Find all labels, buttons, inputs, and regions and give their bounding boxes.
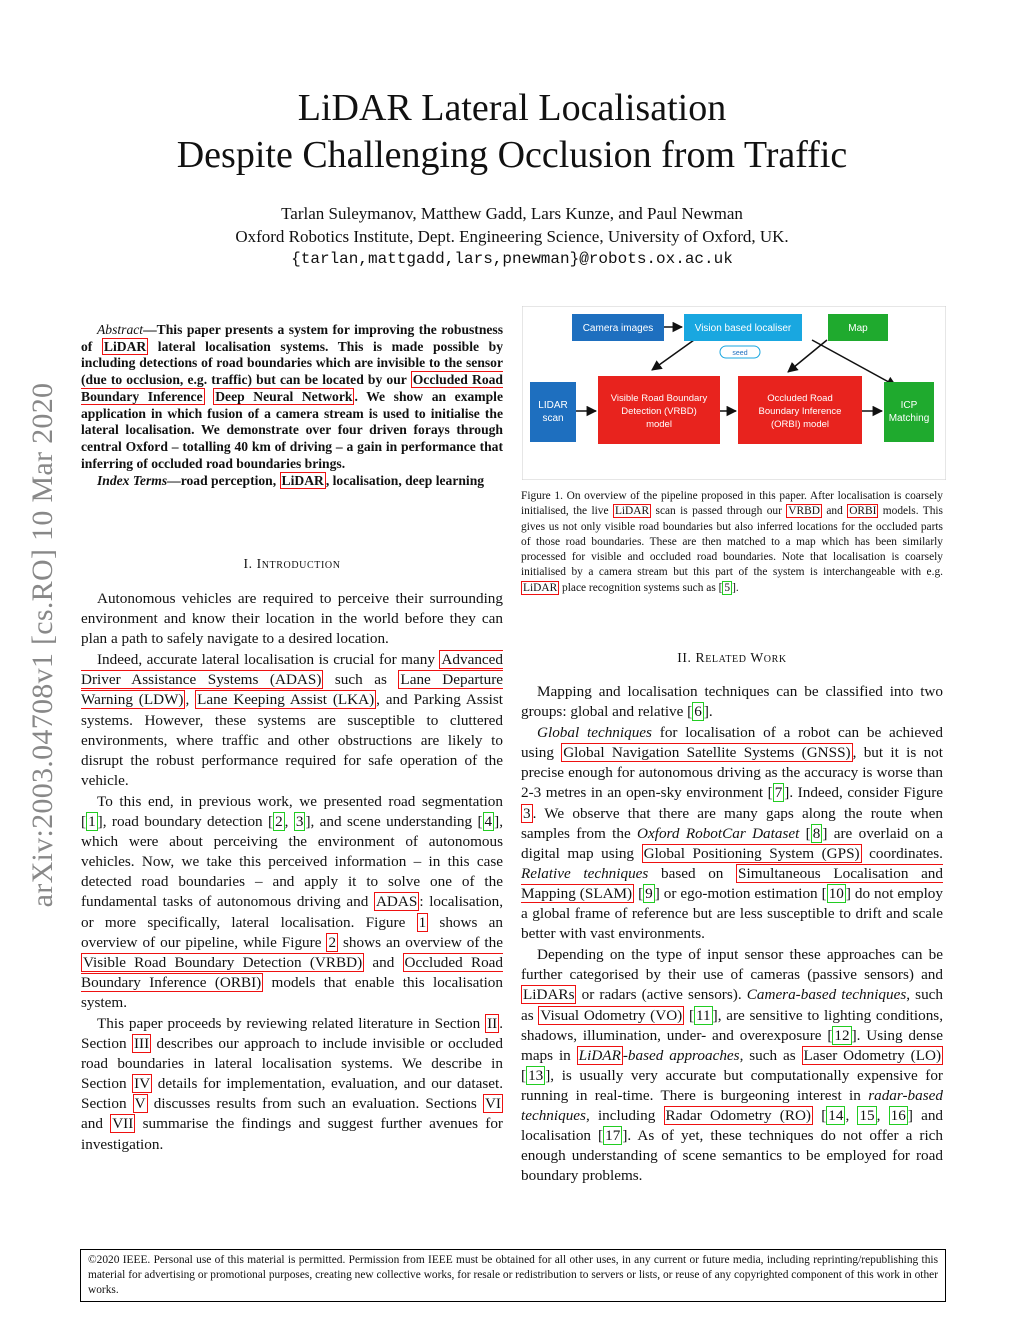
text: summarise the findings and suggest further avenues for investigation. <box>81 1115 503 1153</box>
acronym-link-lidar[interactable]: LiDAR <box>523 581 558 594</box>
text: , and Parking Assist systems. However, these systems are susceptible to cluttered environments, where traffic and other obstructions are likely to disrupt the robust performance required for safe operation of the vehicle. <box>81 691 503 789</box>
acronym-link-vrbd[interactable]: VRBD <box>788 505 820 518</box>
citation-link[interactable]: 6 <box>694 703 702 721</box>
vrbd-label-1: Visible Road Boundary <box>610 393 708 404</box>
citation-link[interactable]: 15 <box>859 1106 875 1124</box>
section-link[interactable]: V <box>134 1095 146 1113</box>
text: Mapping and localisation techniques can be classified into two groups: global and relative [ <box>521 683 943 721</box>
vrbd-label-2: Detection (VRBD) <box>621 406 697 417</box>
copyright-notice: ©2020 IEEE. Personal use of this material is permitted. Permission from IEEE must be obtained for all other uses, in any current or future media, including reprinting/republishing this material for advertising or promotional purposes, creating new collective works, for resale or redistribution to servers or lists, or reuse of any copyrighted component of this work in other works. <box>80 1249 946 1302</box>
lidar-label: LIDAR <box>538 400 568 411</box>
section-link[interactable]: VI <box>484 1095 501 1113</box>
caption-text: ]. <box>732 581 739 594</box>
text: shows an overview of the <box>338 933 503 951</box>
text: [ <box>521 1066 527 1084</box>
abstract <box>81 322 503 490</box>
vision-localiser-label: Vision based localiser <box>694 323 792 334</box>
paragraph <box>81 1014 503 1155</box>
text: , such as <box>521 986 944 1024</box>
text: or radars (active sensors). <box>576 986 747 1004</box>
affiliation: Oxford Robotics Institute, Dept. Engineering Science, University of Oxford, UK. <box>235 227 789 246</box>
text: based on <box>648 864 737 882</box>
abstract-text <box>205 389 214 404</box>
citation-link[interactable]: 5 <box>724 581 731 594</box>
citation-link[interactable]: 13 <box>528 1066 544 1084</box>
text: discusses results from such an evaluation. Sections <box>147 1095 483 1113</box>
acronym-link-orbi[interactable]: Occluded Road Boundary Inference <box>81 372 503 404</box>
index-terms-text: , localisation, deep learning <box>325 473 485 489</box>
related-work-body <box>521 682 943 1187</box>
text: ], are sensitive to lighting conditions, shadows, illumination, under- and overexposure [ <box>521 1006 944 1044</box>
paper-title-line-2: Despite Challenging Occlusion from Traffic <box>176 134 848 176</box>
paragraph <box>81 792 503 1013</box>
text: -based approaches <box>622 1046 740 1064</box>
text: , <box>185 691 196 709</box>
scan-label: scan <box>542 413 564 424</box>
figure-1-pipeline-diagram <box>522 306 946 480</box>
citation-link[interactable]: 17 <box>605 1127 621 1145</box>
section-link[interactable]: IV <box>134 1075 151 1093</box>
acronym-link-dnn[interactable]: Deep Neural Network <box>215 388 353 404</box>
text: ], and scene understanding [ <box>305 813 483 831</box>
text: shows an overview of our pipeline, while Figure <box>81 913 503 951</box>
text: ] or ego-motion estimation [ <box>654 884 827 902</box>
abstract-text: —This paper presents a system for improving the robustness of <box>81 322 503 354</box>
arxiv-stamp-text: arXiv:2003.04708v1 [cs.RO] 10 Mar 2020 <box>25 382 59 908</box>
acronym-link-vrbd[interactable]: Visible Road Boundary Detection (VRBD) <box>83 953 363 971</box>
acronym-link-ldw[interactable]: Lane Departure Warning (LDW) <box>81 671 503 709</box>
text: radar-based techniques <box>521 1086 943 1124</box>
icp-matching-box <box>884 382 934 442</box>
citation-link[interactable]: 14 <box>828 1106 844 1124</box>
map-label: Map <box>848 323 868 334</box>
acronym-link-gps[interactable]: Global Positioning System (GPS) <box>643 844 860 862</box>
text: . Section <box>81 1014 503 1053</box>
acronym-link-lo[interactable]: Laser Odometry (LO) <box>803 1046 942 1064</box>
orbi-label-2: Boundary Inference <box>758 406 842 417</box>
acronym-link-slam[interactable]: Simultaneous Localisation and Mapping (SLAM) <box>521 864 943 902</box>
text: , <box>284 813 294 831</box>
index-terms-label: Index Terms <box>97 473 168 489</box>
acronym-link-orbi[interactable]: Occluded Road Boundary Inference (ORBI) <box>81 953 504 991</box>
caption-text: and <box>821 505 848 518</box>
text: Relative techniques <box>521 864 649 882</box>
text: ]. Indeed, consider Figure <box>784 784 944 802</box>
lidar-scan-box <box>530 382 576 442</box>
caption-text: scan is passed through our <box>651 505 787 518</box>
section-link[interactable]: III <box>133 1035 150 1053</box>
citation-link[interactable]: 11 <box>696 1006 711 1024</box>
text: coordinates. <box>861 844 943 862</box>
section-link[interactable]: VII <box>112 1115 134 1133</box>
text: ]. <box>703 703 713 721</box>
index-terms-text: —road perception, <box>167 473 280 489</box>
figure-link[interactable]: 2 <box>328 933 337 951</box>
acronym-link-lidar[interactable]: LiDAR <box>281 473 324 489</box>
citation-link[interactable]: 2 <box>275 813 283 831</box>
citation-link[interactable]: 9 <box>645 884 653 902</box>
caption-text: models. This gives us not only visible road boundaries but also inferred locations for the occluded parts of those road boundaries. These are then matched to a map which has been similarly processed for visible and occluded road boundaries. Note that localisation is coarsely initialised by a camera stream but this part of the system is interchangeable with e.g. <box>521 505 943 579</box>
figure-link[interactable]: 3 <box>523 804 531 822</box>
text: describes our approach to include invisible or occluded road boundaries in lateral localisation systems. We describe in Section <box>81 1035 503 1093</box>
text: , <box>876 1106 889 1124</box>
acronym-link-lka[interactable]: Lane Keeping Assist (LKA) <box>197 691 375 709</box>
email: {tarlan,mattgadd,lars,pnewman}@robots.ox.ac.uk <box>291 250 733 268</box>
text: [ <box>634 884 644 902</box>
paragraph <box>521 723 943 944</box>
acronym-link-orbi[interactable]: ORBI <box>849 505 877 518</box>
citation-link[interactable]: 4 <box>484 813 493 831</box>
text: , <box>845 1106 858 1124</box>
seed-label: seed <box>732 350 748 357</box>
section-heading-related-work <box>521 650 943 666</box>
abstract-label: Abstract <box>97 322 144 337</box>
text: , including <box>585 1106 664 1124</box>
section-heading-text: II. Related Work <box>677 650 787 665</box>
text: [ <box>813 1106 827 1124</box>
acronym-link-lidars[interactable]: LiDARs <box>523 986 575 1004</box>
paragraph <box>81 650 503 791</box>
text: To this end, in previous work, we presented road segmentation [ <box>81 792 503 831</box>
acronym-link-vo[interactable]: Visual Odometry (VO) <box>540 1006 683 1024</box>
text: ]. As of yet, these techniques do not offer a rich enough understanding of scene semantics to be employed for road boundary problems. <box>521 1127 943 1185</box>
text: [ <box>799 824 811 842</box>
paragraph <box>521 682 943 722</box>
text: Global techniques <box>537 724 652 742</box>
text: Depending on the type of input sensor these approaches can be further categorised by their use of cameras (passive sensors) and <box>521 946 943 984</box>
acronym-link-adas[interactable]: ADAS <box>375 893 418 911</box>
abstract-text: lateral localisation systems. This is made possible by including detections of road boundaries which are invisible to the sensor (due to occlusion, e.g. traffic) but can be located by our <box>81 338 503 388</box>
arxiv-stamp <box>20 345 65 945</box>
paragraph: Autonomous vehicles are required to perceive their surrounding environment and know their location in the world before they can plan a path to safely navigate to a desired location. <box>81 590 503 648</box>
acronym-link-lidar[interactable]: LiDAR <box>578 1046 621 1064</box>
caption-text: Figure 1. On overview of the pipeline proposed in this paper. After localisation is coarsely initialised, the live <box>521 490 943 518</box>
paragraph <box>521 945 943 1186</box>
abstract-text: . We show an example application in which fusion of a camera stream is used to initialise the lateral localisation. We demonstrate over four driven forays through central Oxford – totalling 40 km of driving – a gain in performance that inferring of occluded road boundaries brings. <box>81 388 503 471</box>
section-heading-introduction <box>81 556 503 572</box>
text: models that enable this localisation system. <box>81 973 503 1011</box>
text: ]. Using dense maps in <box>521 1026 943 1064</box>
acronym-link-gnss[interactable]: Global Navigation Satellite Systems (GNSS) <box>563 744 851 762</box>
text: Oxford RobotCar Dataset <box>637 824 800 842</box>
introduction-body <box>81 589 503 1156</box>
text: Camera-based techniques <box>746 986 907 1004</box>
text: ] do not employ a global frame of reference but are less susceptible to drift and scale better with vast environments. <box>521 884 943 943</box>
text: such as <box>323 671 399 689</box>
acronym-link-adas[interactable]: Advanced Driver Assistance Systems (ADAS) <box>81 651 503 689</box>
paper-title-line-1: LiDAR Lateral Localisation <box>297 87 727 129</box>
text: [ <box>684 1006 695 1024</box>
citation-link[interactable]: 3 <box>295 813 304 831</box>
text: , but it is not precise enough for autonomous driving as the accuracy is worse than 2-3 metres in an open-sky environment [ <box>521 744 943 802</box>
figure-1-caption <box>521 489 943 596</box>
text: ], which were about perceiving the environment of autonomous vehicles. Now, we take this perceived information – in this case detected road boundaries – and apply it to solve one of the fundamental tasks of autonomous driving and <box>81 813 503 911</box>
text: : localisation, or more specifically, lateral localisation. Figure <box>81 893 504 931</box>
acronym-link-ro[interactable]: Radar Odometry (RO) <box>665 1106 811 1124</box>
text: and <box>364 953 403 971</box>
text: and <box>81 1115 111 1133</box>
section-heading-text: I. Introduction <box>243 556 341 571</box>
figure-link[interactable]: 1 <box>418 913 427 931</box>
acronym-link-lidar[interactable]: LiDAR <box>103 338 147 354</box>
vrbd-label-3: model <box>646 419 672 430</box>
text: Indeed, accurate lateral localisation is crucial for many <box>97 651 440 669</box>
caption-text: place recognition systems such as [ <box>559 581 723 594</box>
citation-link[interactable]: 8 <box>812 824 821 842</box>
text: for localisation of a robot can be achieved using <box>521 724 943 762</box>
authors: Tarlan Suleymanov, Matthew Gadd, Lars Kunze, and Paul Newman <box>281 204 743 223</box>
citation-link[interactable]: 16 <box>890 1106 906 1124</box>
text: This paper proceeds by reviewing related literature in Section <box>97 1014 486 1032</box>
text: ], is usually very accurate but computationally expensive for running in real-time. There is burgeoning interest in <box>521 1066 943 1104</box>
section-link[interactable]: II <box>487 1014 498 1032</box>
orbi-label-3: (ORBI) model <box>770 419 830 430</box>
matching-label: Matching <box>888 413 930 424</box>
camera-images-label: Camera images <box>582 323 654 334</box>
text: , such as <box>739 1046 802 1064</box>
citation-link[interactable]: 10 <box>828 884 844 902</box>
citation-link[interactable]: 7 <box>774 784 783 802</box>
citation-link[interactable]: 1 <box>88 813 96 831</box>
text: ] and localisation [ <box>521 1106 944 1145</box>
citation-link[interactable]: 12 <box>834 1026 850 1044</box>
text: ] are overlaid on a digital map using <box>521 824 943 862</box>
acronym-link-lidar[interactable]: LiDAR <box>614 505 650 518</box>
text: details for implementation, evaluation, and our dataset. Section <box>81 1075 503 1113</box>
text: . We observe that there are many gaps along the route when samples from the <box>521 804 943 842</box>
icp-label: ICP <box>900 400 918 411</box>
orbi-label-1: Occluded Road <box>767 393 833 404</box>
text: ], road boundary detection [ <box>97 813 274 831</box>
